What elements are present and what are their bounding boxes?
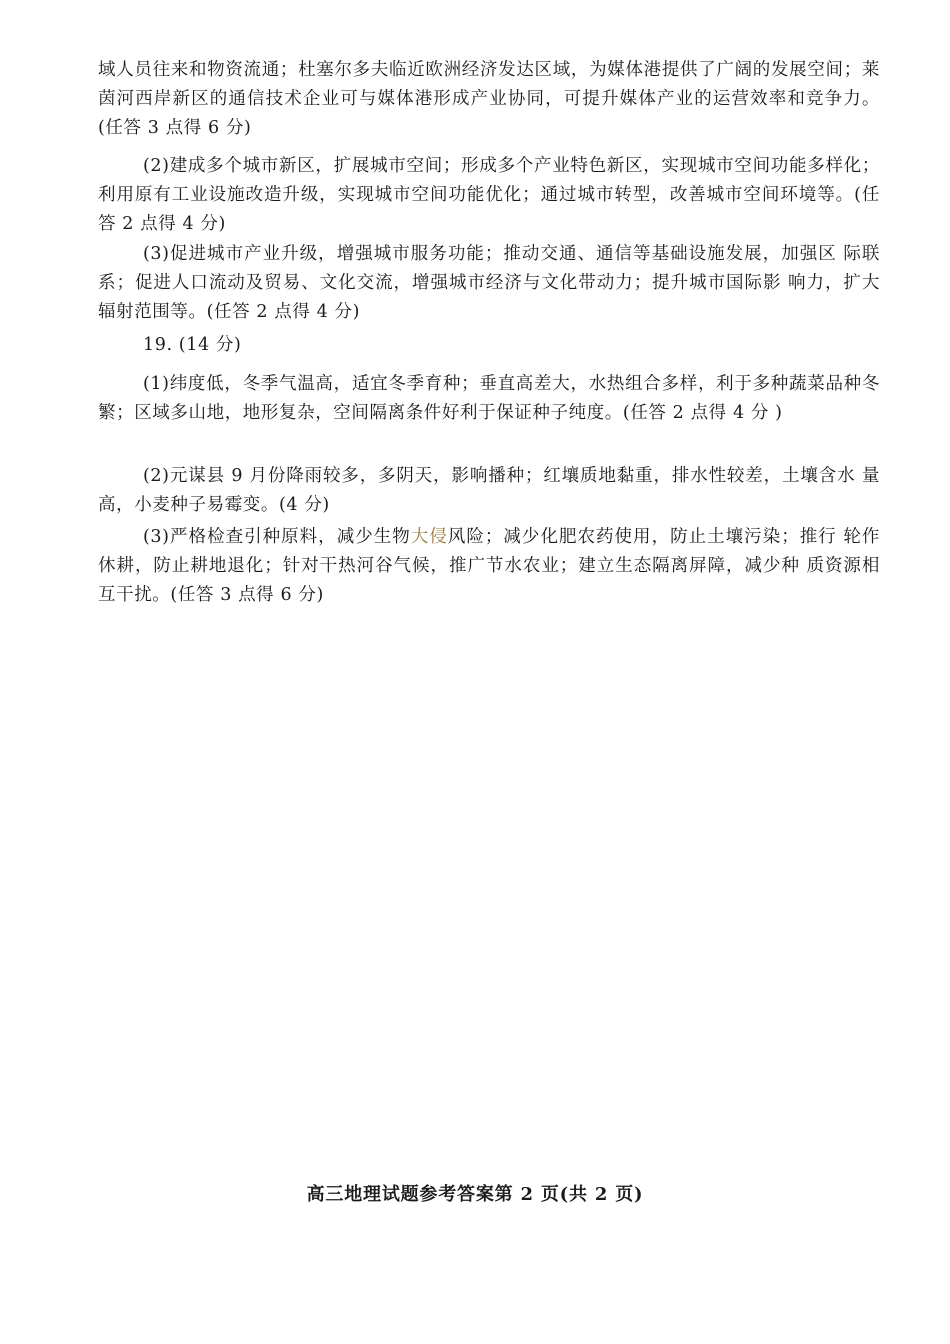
q19-part3-answer [98, 523, 880, 610]
q19-part3-text-a: (3)严格检查引种原料，减少生物 [143, 527, 411, 547]
q19-part3-highlight: 大侵 [410, 527, 448, 547]
q18-part3-answer: (3)促进城市产业升级，增强城市服务功能；推动交通、通信等基础设施发展，加强区 际联系；促进人口流动及贸易、文化交流，增强城市经济与文化带动力；提升城市国际影 响力，扩大辐射范围等。(任答 2 点得 4 分) [98, 244, 880, 322]
page-footer: 高三地理试题参考答案第 2 页(共 2 页) [306, 1184, 644, 1205]
q19-part2-answer: (2)元谋县 9 月份降雨较多，多阴天，影响播种；红壤质地黏重，排水性较差，土壤含水 量高，小麦种子易霉变。(4 分) [98, 466, 880, 515]
q18-part2-answer: (2)建成多个城市新区，扩展城市空间；形成多个产业特色新区，实现城市空间功能多样化；利用原有工业设施改造升级，实现城市空间功能优化；通过城市转型，改善城市空间环境等。(任答 2 点得 4 分) [98, 156, 880, 234]
q19-part3-text-b: 风险；减少化肥农药使用，防止土壤污染；推行 轮作休耕，防止耕地退化；针对干热河谷气候，推广节水农业；建立生态隔离屏障，减少种 质资源相互干扰。(任答 3 点得 6 分) [98, 527, 880, 605]
q19-header: 19. (14 分) [143, 335, 242, 355]
q19-part1-answer: (1)纬度低，冬季气温高，适宜冬季育种；垂直高差大，水热组合多样，利于多种蔬菜品种冬繁；区域多山地，地形复杂，空间隔离条件好利于保证种子纯度。(任答 2 点得 4 分 ) [98, 374, 880, 423]
q18-part1-continuation: 域人员往来和物资流通；杜塞尔多夫临近欧洲经济发达区域，为媒体港提供了广阔的发展空间；莱茵河西岸新区的通信技术企业可与媒体港形成产业协同，可提升媒体产业的运营效率和竞争力。(任答 3 点得 6 分) [98, 60, 880, 138]
